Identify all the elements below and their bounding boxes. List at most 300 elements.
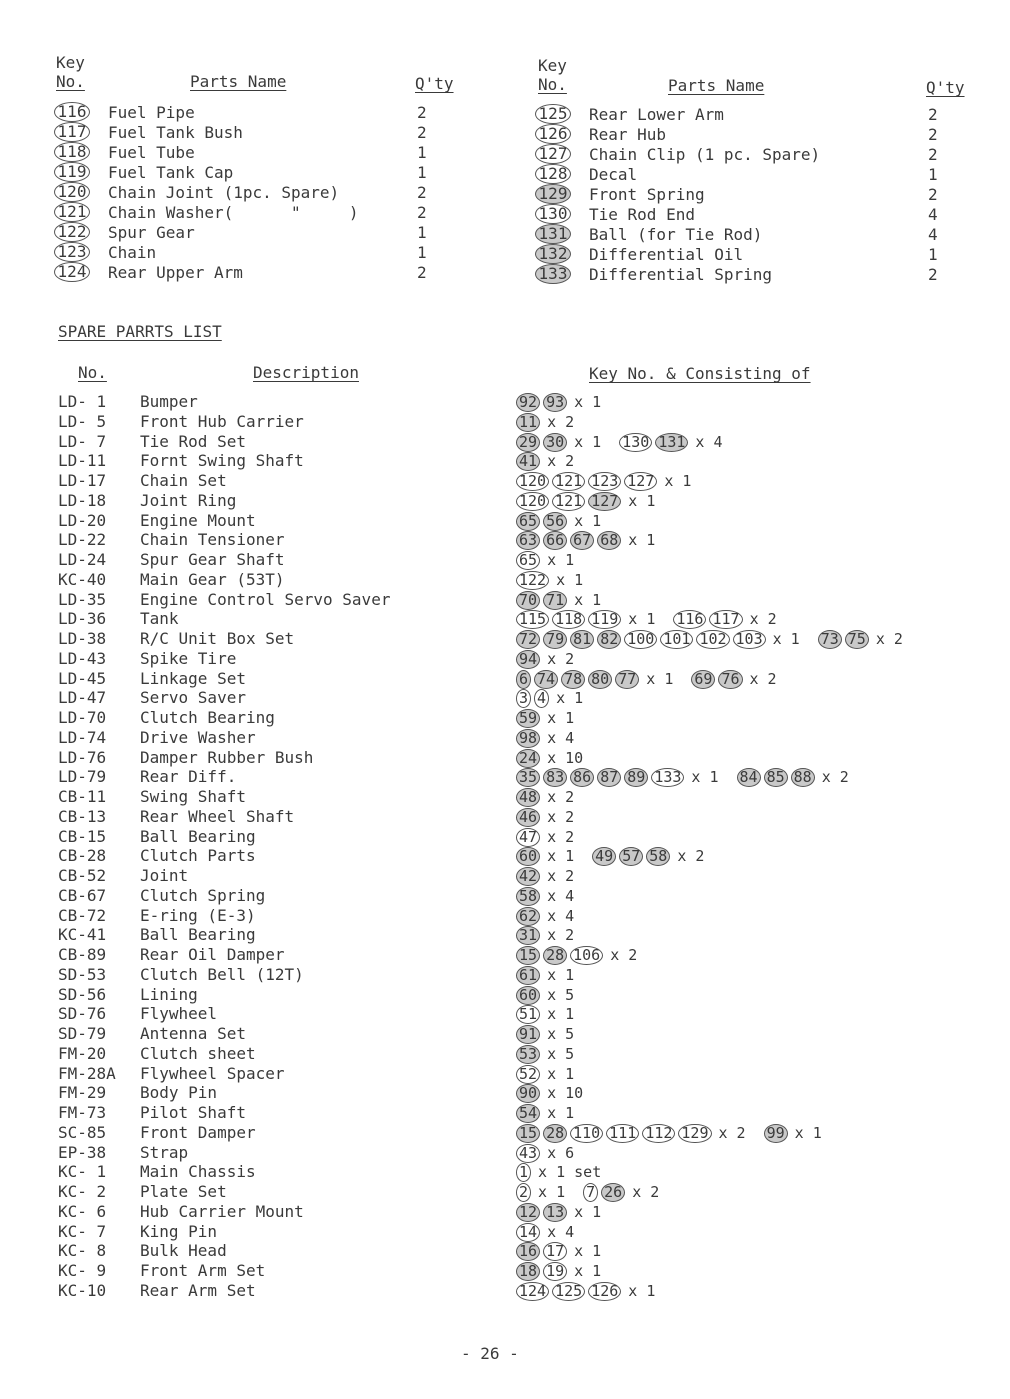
spare-no-header: No. [78,363,107,382]
spare-key-consisting [516,748,601,768]
key-number: 86 [570,768,594,787]
key-number: 65 [516,551,540,570]
part-name: Rear Hub [589,125,667,144]
key-number: 125 [552,1282,585,1301]
key-number: 60 [516,847,540,866]
spare-part-number: KC- 2 [58,1182,107,1201]
quantity-multiplier: x 1 [547,1064,575,1083]
key-number: 98 [516,729,540,748]
spare-part-number: LD-38 [58,629,107,648]
key-number: 11 [516,413,540,432]
key-number: 15 [516,946,540,965]
spare-key-consisting [516,1222,592,1242]
key-number: 131 [535,224,571,244]
part-qty: 1 [928,165,938,184]
quantity-multiplier: x 4 [547,886,575,905]
spare-part-description: Servo Saver [140,688,246,708]
key-number: 41 [516,452,540,471]
key-number: 47 [516,828,540,847]
quantity-multiplier: x 1 [574,1242,602,1261]
key-number: 56 [543,512,567,531]
spare-key-consisting [516,1162,619,1182]
spare-part-number: LD-36 [58,609,107,629]
spare-part-description: Swing Shaft [140,787,246,806]
part-name: Differential Spring [589,265,773,284]
key-number: 7 [583,1183,598,1202]
spare-part-number: LD-47 [58,688,107,708]
quantity-multiplier: x 1 [574,590,602,609]
spare-list-title: SPARE PARRTS LIST [58,322,222,341]
key-number: 53 [516,1045,540,1064]
spare-key-consisting [516,1123,840,1143]
spare-part-description: E-ring (E-3) [140,905,256,925]
spare-part-description: Linkage Set [140,668,246,688]
key-number: 83 [543,768,567,787]
quantity-multiplier: x 1 [574,432,602,451]
quantity-multiplier: x 5 [547,985,575,1004]
spare-part-description: R/C Unit Box Set [140,629,295,648]
quantity-multiplier: x 1 [574,1202,602,1221]
spare-part-description: Engine Control Servo Saver [140,589,391,609]
quantity-multiplier: x 4 [695,432,723,451]
key-number: 13 [543,1203,567,1222]
key-number: 125 [535,104,571,124]
key-number: 124 [54,262,90,282]
quantity-multiplier: x 1 [628,1281,656,1300]
key-number: 73 [818,630,842,649]
spare-part-description: Tie Rod Set [140,431,246,451]
key-number: 43 [516,1144,540,1163]
key-number: 90 [516,1084,540,1103]
spare-part-number: FM-20 [58,1043,107,1063]
key-number: 126 [535,124,571,144]
quantity-multiplier: x 1 [547,551,575,569]
part-qty: 2 [928,265,938,284]
key-number: 26 [601,1183,625,1202]
spare-part-description: King Pin [140,1221,218,1241]
spare-part-number: LD-24 [58,550,107,569]
key-number: 1 [516,1163,531,1182]
quantity-multiplier: x 2 [632,1183,660,1201]
spare-key-consisting [516,550,592,570]
spare-part-description: Chain Set [140,471,227,490]
key-number: 121 [54,202,90,222]
spare-key-consisting [516,1182,677,1202]
spare-key-consisting [516,511,619,531]
quantity-multiplier: x 1 [538,1183,566,1201]
spare-part-description: Engine Mount [140,510,256,530]
spare-key-consisting [516,886,592,906]
quantity-multiplier: x 2 [547,788,575,806]
key-number: 74 [534,670,558,689]
spare-part-number: LD-76 [58,747,107,767]
key-number: 29 [516,433,540,452]
left-key-header-line2: No. [56,72,85,91]
spare-part-description: Main Gear (53T) [140,569,285,589]
spare-part-number: KC- 9 [58,1261,107,1280]
spare-key-consisting [516,471,709,491]
quantity-multiplier: x 2 [547,807,575,826]
spare-key-header: Key No. & Consisting of [589,364,811,383]
spare-part-description: Ball Bearing [140,925,256,945]
quantity-multiplier: x 1 [574,393,602,411]
key-number: 121 [552,492,585,511]
spare-part-number: LD-74 [58,727,107,747]
key-number: 4 [534,689,549,708]
part-name: Fuel Tube [108,143,195,162]
spare-key-consisting [516,1024,592,1044]
key-number: 110 [570,1124,603,1143]
spare-key-consisting [516,945,655,965]
quantity-multiplier: x 1 [691,768,719,787]
spare-part-number: CB-11 [58,787,107,806]
key-number: 115 [516,610,549,629]
spare-key-consisting [516,1083,601,1103]
spare-part-number: KC-41 [58,925,107,945]
quantity-multiplier: x 1 [547,965,575,984]
part-name: Decal [589,165,638,184]
spare-part-description: Front Damper [140,1122,256,1142]
spare-part-description: Clutch Bell (12T) [140,964,304,984]
spare-part-description: Chain Tensioner [140,530,285,550]
spare-key-consisting [516,1281,673,1301]
key-number: 69 [691,670,715,689]
key-number: 127 [624,472,657,491]
key-number: 120 [516,472,549,491]
key-number: 14 [516,1223,540,1242]
spare-key-consisting [516,1103,592,1123]
spare-part-description: Damper Rubber Bush [140,747,314,767]
part-name: Ball (for Tie Rod) [589,225,763,244]
spare-key-consisting [516,708,592,728]
key-number: 72 [516,630,540,649]
part-qty: 1 [417,223,427,242]
quantity-multiplier: x 1 [547,709,575,727]
part-name: Rear Lower Arm [589,105,724,124]
key-number: 6 [516,670,531,689]
quantity-multiplier: x 1 [547,1005,575,1024]
quantity-multiplier: x 2 [547,412,575,431]
spare-part-number: KC- 6 [58,1201,107,1221]
right-qty-header: Q'ty [926,78,965,97]
key-number: 87 [597,768,621,787]
spare-part-number: LD-79 [58,767,107,787]
spare-part-number: FM-28A [58,1063,116,1083]
spare-part-number: SD-53 [58,964,107,984]
quantity-multiplier: x 2 [610,946,638,964]
spare-part-number: CB-67 [58,885,107,905]
quantity-multiplier: x 1 [547,1104,575,1122]
key-number: 124 [516,1282,549,1301]
key-number: 71 [543,591,567,610]
spare-part-number: LD- 5 [58,411,107,431]
key-number: 91 [516,1025,540,1044]
spare-part-number: LD-43 [58,648,107,668]
quantity-multiplier: x 1 [628,491,656,510]
key-number: 42 [516,867,540,886]
key-number: 93 [543,393,567,412]
spare-key-consisting [516,1241,619,1261]
spare-key-consisting [516,1202,619,1222]
spare-part-number: KC-10 [58,1280,107,1300]
key-number: 92 [516,393,540,412]
key-number: 120 [516,492,549,511]
spare-part-number: LD-20 [58,510,107,530]
key-number: 127 [535,144,571,164]
part-qty: 2 [928,145,938,164]
spare-part-description: Rear Arm Set [140,1280,256,1300]
spare-part-description: Pilot Shaft [140,1103,246,1122]
spare-part-number: CB-13 [58,806,107,826]
key-number: 80 [588,670,612,689]
key-number: 79 [543,630,567,649]
spare-part-description: Flywheel Spacer [140,1063,285,1083]
part-qty: 2 [417,263,427,282]
part-name: Fuel Tank Cap [108,163,234,182]
spare-part-number: LD-45 [58,668,107,688]
quantity-multiplier: x 1 [547,847,575,866]
spare-key-consisting [516,432,741,452]
spare-part-description: Rear Diff. [140,767,237,787]
page-number: - 26 - [461,1344,519,1363]
key-number: 129 [678,1124,711,1143]
part-qty: 1 [417,163,427,182]
left-key-header-line1: Key [56,53,85,72]
key-number: 126 [588,1282,621,1301]
key-number: 118 [552,610,585,629]
key-number: 85 [764,768,788,787]
key-number: 103 [733,630,766,649]
key-number: 66 [543,531,567,550]
spare-part-description: Body Pin [140,1083,218,1103]
part-qty: 1 [417,143,427,162]
quantity-multiplier: x 1 [794,1123,822,1142]
spare-part-number: LD- 1 [58,392,107,411]
spare-part-number: FM-73 [58,1103,107,1122]
quantity-multiplier: x 1 [772,630,800,648]
spare-key-consisting [516,985,592,1005]
spare-key-consisting [516,629,921,649]
spare-key-consisting [516,1143,592,1163]
spare-part-number: LD-17 [58,471,107,490]
spare-key-consisting [516,846,722,866]
spare-part-description: Ball Bearing [140,826,256,846]
spare-part-description: Front Hub Carrier [140,411,304,431]
spare-part-description: Lining [140,984,198,1004]
key-number: 76 [718,670,742,689]
key-number: 62 [516,907,540,926]
spare-part-number: KC- 1 [58,1162,107,1182]
spare-part-description: Bulk Head [140,1241,227,1261]
spare-key-consisting [516,1064,592,1084]
spare-key-consisting [516,590,619,610]
spare-part-number: KC- 7 [58,1221,107,1241]
spare-part-description: Rear Oil Damper [140,945,285,964]
part-qty: 2 [928,125,938,144]
spare-part-number: EP-38 [58,1142,107,1162]
key-number: 16 [516,1242,540,1261]
key-number: 28 [543,1124,567,1143]
spare-part-number: KC- 8 [58,1241,107,1261]
quantity-multiplier: x 2 [547,926,575,945]
key-number: 57 [619,847,643,866]
key-number: 24 [516,749,540,768]
quantity-multiplier: x 1 [556,570,584,589]
left-qty-header: Q'ty [415,74,454,93]
quantity-multiplier: x 1 [664,472,692,490]
spare-part-description: Bumper [140,392,198,411]
key-number: 67 [570,531,594,550]
spare-part-description: Joint Ring [140,490,237,510]
right-parts-name-header: Parts Name [668,76,765,95]
spare-key-consisting [516,787,592,807]
spare-key-consisting [516,688,601,708]
spare-part-number: LD-18 [58,490,107,510]
spare-key-consisting [516,412,592,432]
spare-key-consisting [516,965,592,985]
quantity-multiplier: x 6 [547,1143,575,1162]
spare-key-consisting [516,906,592,926]
key-number: 112 [642,1124,675,1143]
spare-part-number: CB-52 [58,866,107,885]
spare-part-number: CB-72 [58,905,107,925]
key-number: 132 [535,244,571,264]
key-number: 122 [516,571,549,590]
quantity-multiplier: x 2 [821,768,849,787]
spare-key-consisting [516,451,592,471]
quantity-multiplier: x 4 [547,906,575,925]
key-number: 84 [737,768,761,787]
part-qty: 2 [417,203,427,222]
part-name: Differential Oil [589,245,744,264]
quantity-multiplier: x 4 [547,728,575,747]
spare-part-number: CB-28 [58,846,107,866]
key-number: 61 [516,966,540,985]
key-number: 19 [543,1262,567,1281]
key-number: 82 [597,630,621,649]
quantity-multiplier: x 1 set [538,1163,602,1182]
spare-part-description: Drive Washer [140,727,256,747]
key-number: 128 [535,164,571,184]
key-number: 52 [516,1065,540,1084]
part-name: Fuel Tank Bush [108,123,243,142]
spare-part-number: FM-29 [58,1083,107,1103]
part-qty: 2 [928,185,938,204]
part-name: Front Spring [589,185,705,204]
part-qty: 2 [928,105,938,124]
key-number: 31 [516,926,540,945]
key-number: 100 [624,630,657,649]
key-number: 94 [516,650,540,669]
spare-part-number: CB-15 [58,826,107,846]
spare-part-number: SD-79 [58,1024,107,1043]
key-number: 63 [516,531,540,550]
key-number: 77 [615,670,639,689]
key-number: 48 [516,788,540,807]
quantity-multiplier: x 1 [574,1262,602,1280]
key-number: 68 [597,531,621,550]
quantity-multiplier: x 5 [547,1025,575,1043]
spare-part-description: Tank [140,609,179,629]
spare-key-consisting [516,570,601,590]
key-number: 78 [561,670,585,689]
key-number: 2 [516,1183,531,1202]
key-number: 133 [651,768,684,787]
spare-key-consisting [516,728,592,748]
spare-key-consisting [516,866,592,886]
key-number: 117 [54,122,90,142]
key-number: 18 [516,1262,540,1281]
spare-key-consisting [516,925,592,945]
quantity-multiplier: x 2 [875,630,903,648]
key-number: 3 [516,689,531,708]
key-number: 119 [54,162,90,182]
key-number: 133 [535,264,571,284]
key-number: 70 [516,591,540,610]
key-number: 129 [535,184,571,204]
key-number: 51 [516,1005,540,1024]
key-number: 121 [552,472,585,491]
spare-key-consisting [516,807,592,827]
key-number: 58 [516,887,540,906]
part-name: Spur Gear [108,223,195,242]
key-number: 81 [570,630,594,649]
spare-key-consisting [516,827,592,847]
key-number: 122 [54,222,90,242]
spare-part-number: CB-89 [58,945,107,964]
spare-part-number: LD-11 [58,451,107,471]
part-qty: 4 [928,205,938,224]
quantity-multiplier: x 2 [749,669,777,688]
part-name: Chain Joint (1pc. Spare) [108,183,340,202]
key-number: 99 [764,1124,788,1143]
spare-part-number: SD-76 [58,1004,107,1024]
spare-part-number: KC-40 [58,569,107,589]
spare-part-description: Front Arm Set [140,1261,266,1280]
quantity-multiplier: x 1 [574,511,602,530]
quantity-multiplier: x 1 [646,669,674,688]
spare-part-description: Spike Tire [140,648,237,668]
part-qty: 2 [417,183,427,202]
key-number: 17 [543,1242,567,1261]
spare-key-consisting [516,392,619,412]
key-number: 89 [624,768,648,787]
quantity-multiplier: x 10 [547,1084,584,1103]
quantity-multiplier: x 5 [547,1044,575,1063]
quantity-multiplier: x 2 [718,1123,746,1142]
spare-key-consisting [516,491,673,511]
key-number: 101 [660,630,693,649]
key-number: 118 [54,142,90,162]
key-number: 60 [516,986,540,1005]
part-qty: 4 [928,225,938,244]
spare-part-number: LD- 7 [58,431,107,451]
quantity-multiplier: x 10 [547,748,584,767]
spare-part-description: Clutch sheet [140,1043,256,1063]
spare-part-description: Clutch Spring [140,885,266,905]
left-parts-name-header: Parts Name [190,72,287,91]
key-number: 35 [516,768,540,787]
spare-part-number: SD-56 [58,984,107,1004]
spare-part-number: LD-35 [58,589,107,609]
spare-part-description: Rear Wheel Shaft [140,806,295,826]
part-qty: 1 [928,245,938,264]
key-number: 120 [54,182,90,202]
key-number: 59 [516,709,540,728]
key-number: 123 [588,472,621,491]
key-number: 54 [516,1104,540,1123]
part-name: Chain [108,243,157,262]
